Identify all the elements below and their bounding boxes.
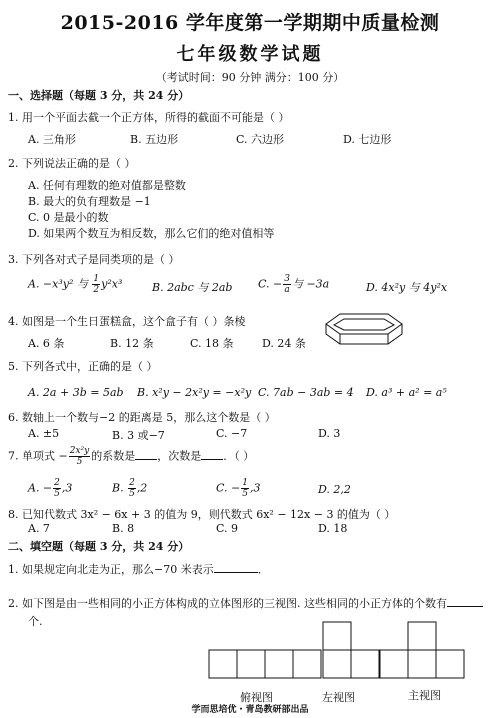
q3-a-pre: A. −x³y² 与 [28, 277, 92, 291]
q8-option-c: C. 9 [216, 522, 239, 535]
q3-option-d: D. 4x²y 与 4y²x [366, 281, 448, 294]
q3-c-fraction [283, 274, 291, 295]
q7-a-pre: A. − [28, 481, 53, 495]
q7-c-fraction [241, 478, 249, 499]
q7-a-den: 5 [54, 489, 60, 499]
q3-stem: 3. 下列各对式子是同类项的是（ ） [8, 253, 180, 266]
exam-title: 2015-2016 学年度第一学期期中质量检测 [60, 12, 440, 34]
q6-option-c: C. −7 [216, 427, 248, 440]
q7-b-pre: B. [112, 481, 128, 495]
exam-subtitle: 七年级数学试题 [176, 44, 324, 65]
hexagonal-box-figure [324, 308, 406, 350]
q2-option-c: C. 0 是最小的数 [28, 211, 109, 224]
q7-stem [8, 446, 254, 467]
q8-option-b: B. 8 [112, 522, 135, 535]
q3-option-a [28, 274, 122, 295]
section1-heading: 一、选择题（每题 3 分，共 24 分） [8, 89, 190, 102]
q7-c-post: ,3 [249, 481, 261, 495]
q7-post: ．（ ） [223, 449, 255, 463]
q4-option-d: D. 24 条 [262, 337, 306, 350]
q7-blank-coefficient[interactable] [135, 449, 157, 460]
q7-b-den: 5 [129, 489, 135, 499]
fill1-end: ． [257, 563, 269, 576]
fill2-line1 [8, 595, 483, 611]
q6-option-d: D. 3 [318, 427, 341, 440]
three-views-figure [205, 618, 467, 682]
q5-option-a: A. 2a + 3b = 5ab [28, 386, 124, 399]
q3-option-c [258, 274, 329, 295]
q1-option-c: C. 六边形 [236, 133, 285, 146]
fill2-line2: 个. [28, 615, 43, 628]
q7-c-num: 1 [242, 478, 248, 488]
q3-a-num: 1 [93, 274, 100, 284]
fill1-blank[interactable] [214, 562, 258, 573]
q3-c-post: 与 −3a [291, 277, 330, 291]
fill2-blank[interactable] [447, 596, 483, 607]
fill1 [8, 561, 269, 577]
q3-a-fraction [92, 274, 100, 295]
q7-option-c [216, 478, 260, 499]
q3-c-pre: C. − [258, 277, 283, 291]
q2-option-d: D. 如果两个数互为相反数，那么它们的绝对值相等 [28, 227, 275, 240]
q6-stem: 6. 数轴上一个数与−2 的距离是 5，那么这个数是（ ） [8, 411, 276, 424]
q5-option-b: B. x²y − 2x²y = −x²y [137, 386, 252, 399]
q7-option-b [112, 478, 147, 499]
q4-option-b: B. 12 条 [110, 337, 154, 350]
q2-option-a: A. 任何有理数的绝对值都是整数 [28, 179, 186, 192]
q4-stem: 4. 如图是一个生日蛋糕盒，这个盒子有（ ）条棱 [8, 315, 246, 328]
q3-a-post: y²x³ [101, 277, 123, 291]
exam-info: （考试时间：90 分钟 满分：100 分） [155, 71, 345, 84]
fill1-text: 1. 如果规定向北走为正，那么−70 米表示 [8, 563, 214, 576]
q8-option-d: D. 18 [318, 522, 348, 535]
q7-mid: 的系数是 [91, 449, 136, 463]
front-view-caption: 主视图 [408, 689, 441, 702]
q2-stem: 2. 下列说法正确的是（ ） [8, 157, 136, 170]
q1-option-a: A. 三角形 [28, 133, 76, 146]
left-view-squares [323, 622, 379, 678]
top-view-caption: 俯视图 [240, 691, 273, 704]
q7-b-fraction [128, 478, 136, 499]
q6-option-a: A. ±5 [28, 427, 60, 440]
q8-option-a: A. 7 [28, 522, 50, 535]
q7-option-a [28, 478, 72, 499]
fill2-text: 2. 如下图是由一些相同的小正方体构成的立体图形的三视图. 这些相同的小正方体的个数有 [8, 597, 447, 610]
q3-c-num: 3 [284, 274, 290, 284]
front-view-squares [380, 622, 464, 678]
q7-blank-degree[interactable] [201, 449, 223, 460]
q7-a-fraction [53, 478, 61, 499]
section2-heading: 二、填空题（每题 3 分，共 24 分） [8, 540, 190, 553]
q7-c-den: 5 [242, 489, 248, 499]
q1-option-b: B. 五边形 [130, 133, 179, 146]
q1-option-d: D. 七边形 [343, 133, 392, 146]
q1-stem: 1. 用一个平面去截一个正方体，所得的截面不可能是（ ） [8, 111, 290, 124]
q7-c-pre: C. − [216, 481, 241, 495]
q3-c-den: a [284, 285, 290, 295]
q3-option-b: B. 2abc 与 2ab [152, 281, 233, 294]
q7-mid2: ，次数是 [157, 449, 202, 463]
top-view-squares [209, 650, 321, 678]
q4-option-a: A. 6 条 [28, 337, 65, 350]
q3-a-den: 2 [93, 285, 100, 295]
q5-option-d: D. a³ + a² = a⁵ [366, 386, 447, 399]
q5-option-c: C. 7ab − 3ab = 4 [258, 386, 354, 399]
q2-option-b: B. 最大的负有理数是 −1 [28, 195, 151, 208]
q6-option-b: B. 3 或−7 [112, 429, 165, 442]
q7-a-post: ,3 [61, 481, 73, 495]
q8-stem: 8. 已知代数式 3x² − 6x + 3 的值为 9，则代数式 6x² − 12x − 3 的值为（ ） [8, 508, 396, 521]
q5-stem: 5. 下列各式中，正确的是（ ） [8, 360, 158, 373]
q7-fraction [69, 446, 91, 467]
footer-credit: 学而思培优・青岛教研部出品 [191, 705, 309, 715]
q7-option-d: D. 2,2 [318, 483, 351, 496]
q7-a-num: 2 [54, 478, 60, 488]
q7-b-num: 2 [129, 478, 135, 488]
q7-den: 5 [76, 457, 83, 467]
q7-b-post: ,2 [136, 481, 148, 495]
q7-pre: 7. 单项式 − [8, 449, 68, 463]
left-view-caption: 左视图 [322, 691, 355, 704]
q7-num: 2x²y [69, 446, 90, 456]
q4-option-c: C. 18 条 [190, 337, 234, 350]
